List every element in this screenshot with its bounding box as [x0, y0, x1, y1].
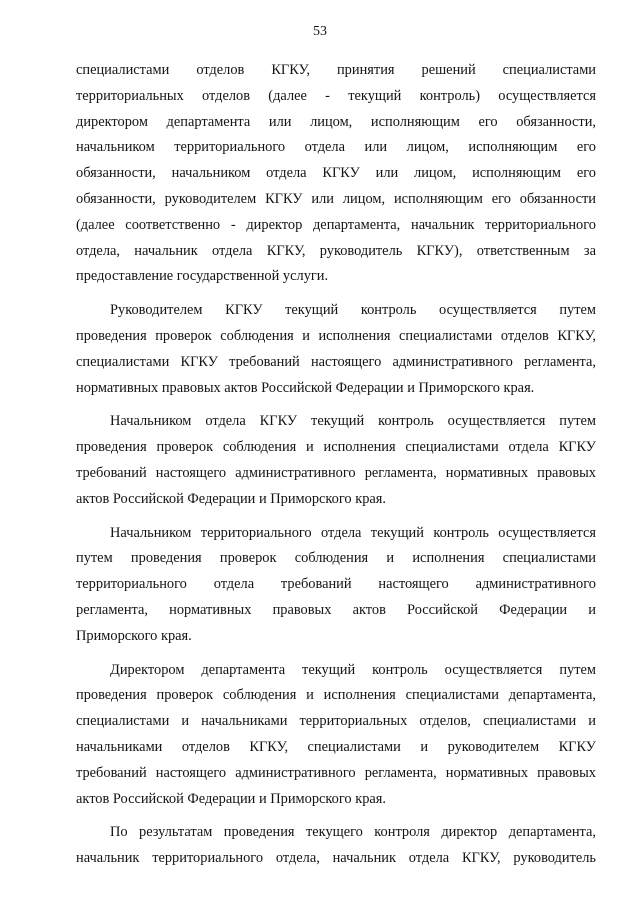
- text-line: директором департамента или лицом, исполняющим его обязанности,: [76, 113, 596, 130]
- text-line: начальник территориального отдела, начальник отдела КГКУ, руководитель: [76, 850, 596, 867]
- text-line: проведения проверок соблюдения и исполнения специалистами отделов КГКУ,: [76, 327, 596, 344]
- text-line: (далее соответственно - директор департамента, начальник территориального: [76, 216, 596, 233]
- text-line: отдела, начальник отдела КГКУ, руководитель КГКУ), ответственным за: [76, 242, 596, 259]
- text-line: начальником территориального отдела или лицом, исполняющим его: [76, 139, 596, 156]
- text-line: начальниками отделов КГКУ, специалистами и руководителем КГКУ: [76, 738, 596, 755]
- text-line: требований настоящего административного регламента, нормативных правовых: [76, 764, 596, 781]
- text-line: актов Российской Федерации и Приморского края.: [76, 790, 387, 807]
- text-line: требований настоящего административного регламента, нормативных правовых: [76, 464, 596, 481]
- text-line: территориального отдела требований настоящего административного: [76, 576, 596, 593]
- text-line: актов Российской Федерации и Приморского края.: [76, 490, 387, 507]
- text-line: проведения проверок соблюдения и исполнения специалистами департамента,: [76, 687, 596, 704]
- paragraph-first-line: Начальником территориального отдела текущий контроль осуществляется: [110, 524, 596, 541]
- text-line: обязанности, руководителем КГКУ или лицом, исполняющим его обязанности: [76, 190, 596, 207]
- text-line: территориальных отделов (далее - текущий контроль) осуществляется: [76, 87, 596, 104]
- text-line: регламента, нормативных правовых актов Российской Федерации и: [76, 601, 596, 618]
- page-number: 53: [313, 24, 327, 39]
- text-line: нормативных правовых актов Российской Федерации и Приморского края.: [76, 379, 535, 396]
- text-line: обязанности, начальником отдела КГКУ или лицом, исполняющим его: [76, 165, 596, 182]
- paragraph-first-line: Руководителем КГКУ текущий контроль осуществляется путем: [110, 302, 596, 319]
- text-line: специалистами и начальниками территориальных отделов, специалистами и: [76, 713, 596, 730]
- text-line: специалистами отделов КГКУ, принятия решений специалистами: [76, 62, 596, 78]
- body-text: [76, 58, 596, 872]
- text-line: путем проведения проверок соблюдения и исполнения специалистами: [76, 550, 596, 567]
- paragraph-first-line: Директором департамента текущий контроль осуществляется путем: [110, 661, 596, 678]
- paragraph-first-line: Начальником отдела КГКУ текущий контроль осуществляется путем: [110, 413, 596, 430]
- text-line: предоставление государственной услуги.: [76, 268, 329, 285]
- text-line: специалистами КГКУ требований настоящего административного регламента,: [76, 353, 596, 370]
- paragraph-first-line: По результатам проведения текущего контроля директор департамента,: [110, 824, 596, 841]
- text-line: Приморского края.: [76, 627, 192, 644]
- text-line: проведения проверок соблюдения и исполнения специалистами отдела КГКУ: [76, 439, 596, 456]
